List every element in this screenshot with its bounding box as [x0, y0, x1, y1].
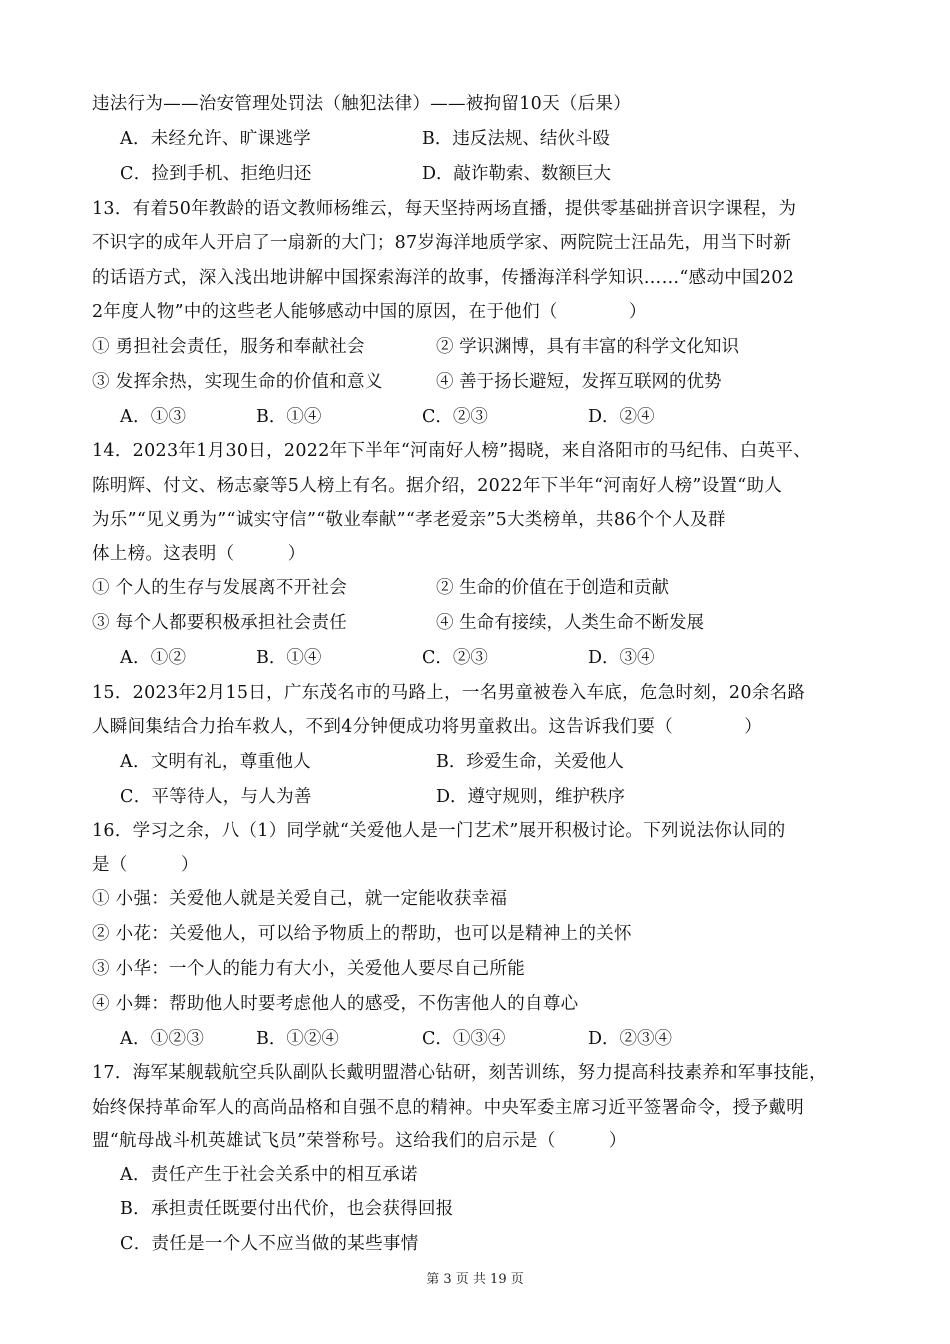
q15-option-c: C．平等待人，与人为善 [120, 787, 312, 807]
q13-stem-line-3: 的话语方式，深入浅出地讲解中国探索海洋的故事，传播海洋科学知识……“感动中国202 [92, 268, 795, 288]
q13-stem-line-4: 2年度人物”中的这些老人能够感动中国的原因，在于他们（ ） [92, 302, 647, 322]
q13-statement-1: ① 勇担社会责任，服务和奉献社会 [92, 337, 365, 357]
q17-option-c: C．责任是一个人不应当做的某些事情 [120, 1234, 419, 1254]
q16-stem-line-2: 是（ ） [92, 855, 199, 875]
q16-option-d: D．②③④ [588, 1029, 673, 1049]
q13-option-a: A．①③ [120, 407, 187, 427]
q13-option-c: C．②③ [422, 407, 488, 427]
q13-stem-line-2: 不识字的成年人开启了一扇新的大门；87岁海洋地质学家、两院院士汪品先，用当下时新 [92, 233, 792, 253]
q13-option-d: D．②④ [588, 407, 655, 427]
q14-stem-line-1: 14．2023年1月30日，2022年下半年“河南好人榜”揭晓，来自洛阳市的马纪伟、白英平、 [92, 441, 811, 461]
q14-stem-line-3: 为乐”“见义勇为”“诚实守信”“敬业奉献”“孝老爱亲”5大类榜单，共86个个人及群 [92, 510, 726, 530]
q14-statement-3: ③ 每个人都要积极承担社会责任 [92, 613, 348, 633]
q13-option-b: B．①④ [256, 407, 322, 427]
q12-option-c: C．捡到手机、拒绝归还 [120, 164, 312, 184]
q14-option-c: C．②③ [422, 648, 488, 668]
q15-option-b: B．珍爱生命，关爱他人 [436, 752, 624, 772]
q14-statement-2: ② 生命的价值在于创造和贡献 [436, 578, 670, 598]
q16-statement-1: ① 小强：关爱他人就是关爱自己，就一定能收获幸福 [92, 889, 508, 909]
q17-option-a: A．责任产生于社会关系中的相互承诺 [120, 1165, 418, 1185]
q17-stem-line-1: 17．海军某舰载航空兵队副队长戴明盟潜心钻研，刻苦训练，努力提高科技素养和军事技能， [92, 1063, 827, 1083]
q12-option-a: A．未经允许、旷课逃学 [120, 129, 311, 149]
q12-option-b: B．违反法规、结伙斗殴 [422, 129, 610, 149]
q13-stem-line-1: 13．有着50年教龄的语文教师杨维云，每天坚持两场直播，提供零基础拼音识字课程，为 [92, 199, 797, 219]
q14-option-a: A．①② [120, 648, 187, 668]
q14-statement-4: ④ 生命有接续，人类生命不断发展 [436, 613, 705, 633]
q14-statement-1: ① 个人的生存与发展离不开社会 [92, 578, 348, 598]
q16-option-a: A．①②③ [120, 1029, 205, 1049]
q15-stem-line-1: 15．2023年2月15日，广东茂名市的马路上，一名男童被卷入车底，危急时刻，20余名路 [92, 683, 806, 703]
q13-statement-4: ④ 善于扬长避短，发挥互联网的优势 [436, 372, 722, 392]
q17-stem-line-3: 盟“航母战斗机英雄试飞员”荣誉称号。这给我们的启示是（ ） [92, 1131, 627, 1151]
q14-option-b: B．①④ [256, 648, 322, 668]
q14-stem-line-2: 陈明辉、付文、杨志豪等5人榜上有名。据介绍，2022年下半年“河南好人榜”设置“助人 [92, 476, 783, 496]
q15-option-d: D．遵守规则，维护秩序 [436, 787, 626, 807]
q12-option-d: D．敲诈勒索、数额巨大 [422, 164, 612, 184]
q15-stem-line-2: 人瞬间集结合力抬车救人，不到4分钟便成功将男童救出。这告诉我们要（ ） [92, 717, 763, 737]
q16-statement-4: ④ 小舞：帮助他人时要考虑他人的感受，不伤害他人的自尊心 [92, 994, 579, 1014]
q13-statement-3: ③ 发挥余热，实现生命的价值和意义 [92, 372, 383, 392]
page-footer: 第 3 页 共 19 页 [426, 1272, 524, 1287]
q13-statement-2: ② 学识渊博，具有丰富的科学文化知识 [436, 337, 740, 357]
q16-statement-2: ② 小花：关爱他人，可以给予物质上的帮助，也可以是精神上的关怀 [92, 924, 632, 944]
q14-option-d: D．③④ [588, 648, 655, 668]
q16-statement-3: ③ 小华：一个人的能力有大小，关爱他人要尽自己所能 [92, 959, 526, 979]
q16-option-c: C．①③④ [422, 1029, 506, 1049]
q15-option-a: A．文明有礼，尊重他人 [120, 752, 311, 772]
q17-option-b: B．承担责任既要付出代价，也会获得回报 [120, 1199, 454, 1219]
q16-option-b: B．①②④ [256, 1029, 339, 1049]
q17-stem-line-2: 始终保持革命军人的高尚品格和自强不息的精神。中央军委主席习近平签署命令，授予戴明 [92, 1098, 804, 1118]
q12-stem-tail: 违法行为——治安管理处罚法（触犯法律）——被拘留10天（后果） [92, 94, 632, 114]
q14-stem-line-4: 体上榜。这表明（ ） [92, 544, 306, 564]
q16-stem-line-1: 16．学习之余，八（1）同学就“关爱他人是一门艺术”展开积极讨论。下列说法你认同的 [92, 821, 786, 841]
